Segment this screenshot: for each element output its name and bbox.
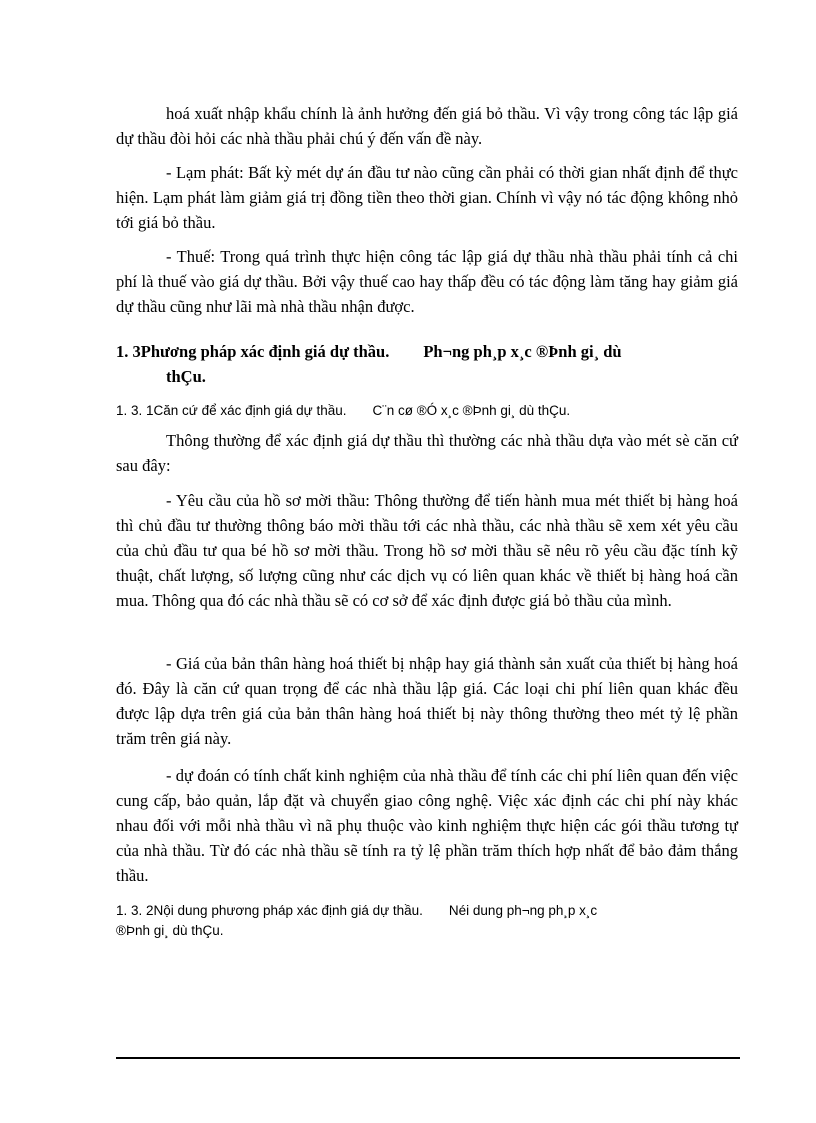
- paragraph-goods-price: - Giá của bản thân hàng hoá thiết bị nhập hay giá thành sản xuất của thiết bị hàng hoá đó. Đây là căn cứ quan trọng để các nhà thầu lập giá. Các loại chi phí liên quan khác đều được lập dựa trên giá của bản thân hàng hoá thiết bị này thông thường theo mét tỷ lệ phần trăm trên giá này.: [116, 654, 738, 748]
- section-heading-1-3: [116, 339, 738, 389]
- footer-rule: [116, 1057, 740, 1059]
- section-heading-1-3-title: 1. 3Phương pháp xác định giá dự thầu.: [116, 342, 390, 361]
- section-heading-1-3-2: [116, 901, 738, 941]
- section-heading-1-3-legacy-line2: thÇu.: [166, 367, 206, 386]
- paragraph-inflation: - Lạm phát: Bất kỳ mét dự án đầu tư nào cũng cần phải có thời gian nhất định để thực hiện. Lạm phát làm giảm giá trị đồng tiền theo thời gian. Chính vì vậy nó tác động không nhỏ tới giá bỏ thầu.: [116, 163, 738, 232]
- paragraph-import-export: hoá xuất nhập khẩu chính là ảnh hưởng đến giá bỏ thầu. Vì vậy trong công tác lập giá dự thầu đòi hỏi các nhà thầu phải chú ý đến vấn đề này.: [116, 104, 738, 148]
- paragraph-bid-documents: - Yêu cầu của hồ sơ mời thầu: Thông thường để tiến hành mua mét thiết bị hàng hoá thì chủ đầu tư thường thông báo mời thầu tới các nhà thầu, các nhà thầu sẽ xem xét yêu cầu của chủ đầu tư qua bé hồ sơ mời thầu. Trong hồ sơ mời thầu sẽ nêu rõ yêu cầu đặc tính kỹ thuật, chất lượng, số lượng cũng như các dịch vụ có liên quan khác về thiết bị hàng hoá cần mua. Thông qua đó các nhà thầu sẽ có cơ sở để xác định được giá bỏ thầu của mình.: [116, 491, 738, 610]
- paragraph-basis-intro: Thông thường để xác định giá dự thầu thì thường các nhà thầu dựa vào mét sè căn cứ sau đây:: [116, 431, 738, 475]
- paragraph-experience: - dự đoán có tính chất kinh nghiệm của nhà thầu để tính các chi phí liên quan đến việc cung cấp, bảo quản, lắp đặt và chuyển giao công nghệ. Việc xác định các chi phí này khác nhau đối với mỗi nhà thầu vì nã phụ thuộc vào kinh nghiệm thực hiện các gói thầu tương tự của nhà thầu. Từ đó các nhà thầu sẽ tính ra tỷ lệ phần trăm thích hợp nhất để bảo đảm thắng thầu.: [116, 766, 738, 885]
- section-heading-1-3-2-legacy-line2: ®Þnh gi¸ dù thÇu.: [116, 923, 224, 938]
- section-heading-1-3-1-title: 1. 3. 1Căn cứ để xác định giá dự thầu.: [116, 403, 347, 418]
- section-heading-1-3-2-title: 1. 3. 2Nội dung phương pháp xác định giá dự thầu.: [116, 903, 423, 918]
- section-heading-1-3-1-legacy: C¨n cø ®Ó x¸c ®Þnh gi¸ dù thÇu.: [372, 403, 571, 418]
- paragraph-tax: - Thuế: Trong quá trình thực hiện công tác lập giá dự thầu nhà thầu phải tính cả chi phí là thuế vào giá dự thầu. Bởi vậy thuế cao hay thấp đều có tác động làm tăng hay giảm giá dự thầu cũng như lãi mà nhà thầu nhận được.: [116, 247, 738, 316]
- section-heading-1-3-2-legacy: Néi dung ph¬ng ph¸p x¸c: [448, 903, 598, 918]
- section-heading-1-3-1: [116, 401, 738, 421]
- section-heading-1-3-legacy: Ph¬ng ph¸p x¸c ®Þnh gi¸ dù: [423, 342, 622, 361]
